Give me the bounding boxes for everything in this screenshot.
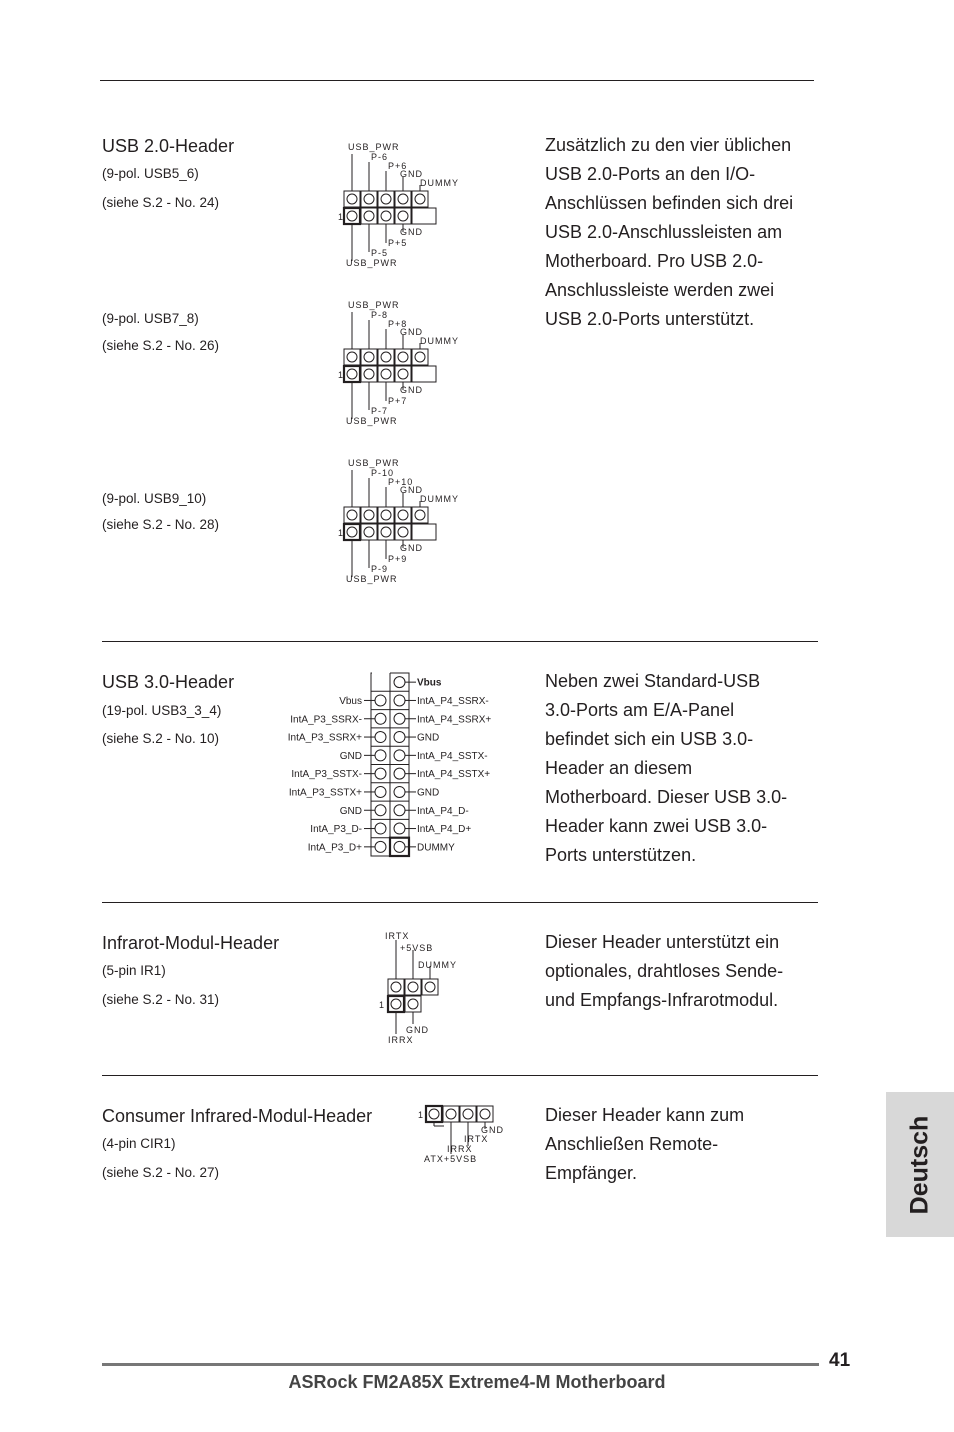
usb2-header1-ref: (siehe S.2 - No. 24) — [102, 195, 220, 210]
gnd-label: GND — [400, 485, 423, 495]
usb3-desc-line: Neben zwei Standard-USB — [545, 671, 761, 691]
pin-circle — [375, 695, 386, 706]
usb3-pins: (19-pol. USB3_3_4) — [102, 703, 222, 718]
usb3-left-pin-label: GND — [339, 805, 362, 817]
usb3-description — [545, 667, 787, 870]
cir-header-diagram — [414, 1100, 514, 1170]
gnd-label: GND — [400, 385, 423, 395]
irtx-label: IRTX — [464, 1134, 489, 1144]
gnd-label: GND — [481, 1125, 504, 1135]
footer-text: ASRock FM2A85X Extreme4-M Motherboard — [288, 1372, 666, 1392]
section-divider-ir — [102, 902, 818, 903]
section-divider-usb3 — [102, 641, 818, 642]
gnd-label: GND — [400, 227, 423, 237]
usb3-right-pin-label: IntA_P4_D+ — [417, 824, 472, 836]
usb3-right-pin-label: IntA_P4_SSTX+ — [417, 769, 491, 781]
pin-circle — [375, 786, 386, 797]
pin-circle — [375, 713, 386, 724]
usb3-left-pin-label: IntA_P3_SSRX- — [290, 714, 362, 726]
p-plus-label: P+8 — [388, 319, 408, 329]
dummy-label: DUMMY — [418, 960, 457, 970]
usb2-header1-pins: (9-pol. USB5_6) — [102, 166, 199, 181]
usb3-desc-line: befindet sich ein USB 3.0- — [545, 729, 754, 749]
usb3-desc-line: Header an diesem — [545, 758, 693, 778]
usb2-desc-line: USB 2.0-Ports an den I/O- — [545, 164, 756, 184]
pin-circle — [394, 750, 405, 761]
pin1-label: 1 — [338, 212, 345, 222]
usb-pwr-label: USB_PWR — [346, 416, 398, 426]
usb3-header-diagram — [270, 670, 510, 860]
gnd-label: GND — [400, 169, 423, 179]
cir-ref: (siehe S.2 - No. 27) — [102, 1165, 220, 1180]
page-number: 41 — [829, 1350, 851, 1371]
cir-pins: (4-pin CIR1) — [102, 1136, 176, 1151]
language-tab-label: Deutsch — [905, 1115, 934, 1214]
ir-pins: (5-pin IR1) — [102, 963, 166, 978]
gnd-label: GND — [406, 1025, 429, 1035]
pin1-label: 1 — [379, 1000, 386, 1010]
pin-circle — [394, 768, 405, 779]
usb3-desc-line: Motherboard. Dieser USB 3.0- — [545, 787, 788, 807]
usb2-desc-line: Zusätzlich zu den vier üblichen — [545, 135, 792, 155]
pin-circle — [394, 677, 405, 688]
usb2-title: USB 2.0-Header — [102, 136, 235, 156]
ir-header-diagram — [372, 928, 472, 1048]
ir-title: Infrarot-Modul-Header — [102, 933, 280, 953]
cir-desc-line: Dieser Header kann zum — [545, 1105, 745, 1125]
usb2-header1-diagram — [336, 140, 476, 270]
language-tab — [886, 1092, 954, 1237]
irrx-label: IRRX — [388, 1035, 414, 1045]
p-minus-label: P-9 — [371, 564, 389, 574]
ir-desc-line: optionales, drahtloses Sende- — [545, 961, 784, 981]
pin-circle — [375, 768, 386, 779]
usb2-header3-pins: (9-pol. USB9_10) — [102, 491, 207, 506]
usb3-right-pin-label: IntA_P4_SSTX- — [417, 750, 488, 762]
usb2-desc-line: USB 2.0-Anschlussleisten am — [545, 222, 783, 242]
usb-pwr-label: USB_PWR — [348, 142, 400, 152]
gnd-label: GND — [400, 543, 423, 553]
usb2-desc-line: Anschlüssen befinden sich drei — [545, 193, 794, 213]
ir-description — [545, 928, 783, 1015]
usb-pwr-label: USB_PWR — [346, 574, 398, 584]
p-plus-label: P+5 — [388, 238, 408, 248]
p-minus-label: P-7 — [371, 406, 389, 416]
p-minus-label: P-10 — [371, 468, 395, 478]
ir-ref: (siehe S.2 - No. 31) — [102, 992, 220, 1007]
p-minus-label: P-5 — [371, 248, 389, 258]
usb3-left-pin-label: IntA_P3_SSRX+ — [287, 732, 362, 744]
pin-circle — [394, 805, 405, 816]
cir-description — [545, 1101, 744, 1188]
pin-circle — [375, 805, 386, 816]
usb3-desc-line: Header kann zwei USB 3.0- — [545, 816, 768, 836]
footer-rule — [102, 1363, 819, 1366]
pin-circle — [375, 823, 386, 834]
top-rule — [100, 80, 814, 81]
usb2-header3-diagram — [336, 456, 476, 586]
usb3-ref: (siehe S.2 - No. 10) — [102, 731, 220, 746]
gnd-label: GND — [400, 327, 423, 337]
section-divider-cir — [102, 1075, 818, 1076]
pin-circle — [394, 713, 405, 724]
pin-circle — [375, 750, 386, 761]
usb3-left-pin-label: GND — [339, 750, 362, 762]
irrx-label: IRRX — [447, 1144, 473, 1154]
usb-pwr-label: USB_PWR — [348, 300, 400, 310]
irtx-label: IRTX — [385, 931, 410, 941]
usb3-left-pin-label: Vbus — [339, 695, 362, 707]
usb2-header2-diagram — [336, 298, 476, 428]
usb-pwr-label: USB_PWR — [346, 258, 398, 268]
usb3-right-pin-label: IntA_P4_SSRX+ — [417, 714, 492, 726]
usb3-right-pin-label: IntA_P4_SSRX- — [417, 695, 489, 707]
pin-circle — [375, 732, 386, 743]
usb-pwr-label: USB_PWR — [348, 458, 400, 468]
pin-circle — [394, 732, 405, 743]
usb3-desc-line: Ports unterstützen. — [545, 845, 697, 865]
usb2-description — [545, 131, 793, 334]
p-plus-label: P+6 — [388, 161, 408, 171]
usb3-right-pin-label: GND — [417, 732, 440, 744]
dummy-label: DUMMY — [420, 336, 459, 346]
cir-desc-line: Anschließen Remote- — [545, 1134, 719, 1154]
vsb-label: +5VSB — [400, 943, 434, 953]
pin1-label: 1 — [418, 1110, 425, 1120]
pin1-label: 1 — [338, 528, 345, 538]
usb2-desc-line: Motherboard. Pro USB 2.0- — [545, 251, 764, 271]
p-minus-label: P-8 — [371, 310, 389, 320]
ir-desc-line: Dieser Header unterstützt ein — [545, 932, 780, 952]
usb3-right-pin-label: GND — [417, 787, 440, 799]
usb3-right-pin-label: IntA_P4_D- — [417, 805, 469, 817]
usb3-left-pin-label: IntA_P3_D- — [310, 824, 362, 836]
p-plus-label: P+10 — [388, 477, 414, 487]
pin-circle — [375, 841, 386, 852]
usb3-left-pin-label: IntA_P3_SSTX- — [291, 769, 362, 781]
usb3-left-pin-label: IntA_P3_SSTX+ — [288, 787, 362, 799]
cir-title: Consumer Infrared-Modul-Header — [102, 1106, 373, 1126]
pin-circle — [394, 823, 405, 834]
usb2-header2-ref: (siehe S.2 - No. 26) — [102, 338, 220, 353]
usb2-header2-pins: (9-pol. USB7_8) — [102, 311, 199, 326]
p-plus-label: P+9 — [388, 554, 408, 564]
usb3-left-pin-label: IntA_P3_D+ — [307, 842, 362, 854]
pin1-label: 1 — [338, 370, 345, 380]
cir-desc-line: Empfänger. — [545, 1163, 638, 1183]
usb2-desc-line: USB 2.0-Ports unterstützt. — [545, 309, 755, 329]
usb3-title: USB 3.0-Header — [102, 672, 235, 692]
ir-desc-line: und Empfangs-Infrarotmodul. — [545, 990, 779, 1010]
usb3-right-pin-label: DUMMY — [417, 842, 455, 854]
dummy-label: DUMMY — [420, 178, 459, 188]
pin-circle — [394, 841, 405, 852]
p-plus-label: P+7 — [388, 396, 408, 406]
dummy-label: DUMMY — [420, 494, 459, 504]
usb3-right-pin-label: Vbus — [417, 677, 442, 689]
atx-5vsb-label: ATX+5VSB — [424, 1154, 478, 1164]
p-minus-label: P-6 — [371, 152, 389, 162]
empty-pin-slot — [372, 672, 390, 691]
usb2-desc-line: Anschlussleiste werden zwei — [545, 280, 775, 300]
pin-circle — [394, 695, 405, 706]
usb2-header3-ref: (siehe S.2 - No. 28) — [102, 517, 220, 532]
usb3-desc-line: 3.0-Ports am E/A-Panel — [545, 700, 735, 720]
pin-circle — [394, 786, 405, 797]
